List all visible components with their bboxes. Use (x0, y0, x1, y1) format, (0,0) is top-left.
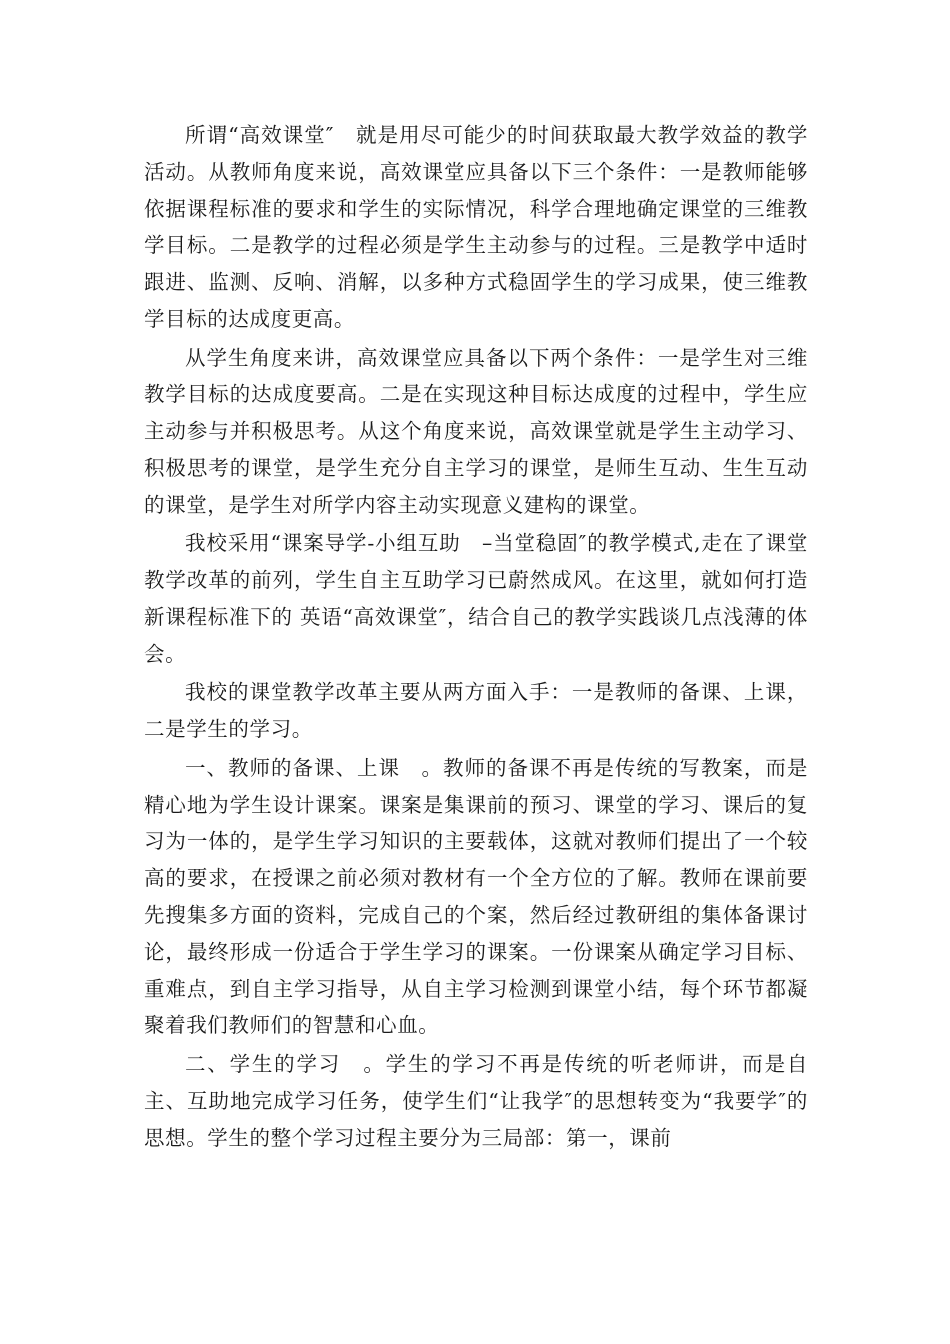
paragraph-1: 所谓“高效课堂″ 就是用尽可能少的时间获取最大教学效益的教学活动。从教师角度来说，高效课堂应具备以下三个条件：一是教师能够依据课程标准的要求和学生的实际情况，科学合理地确定课堂的三维教学目标。二是教学的过程必须是学生主动参与的过程。三是教学中适时跟进、监测、反响、消解，以多种方式稳固学生的学习成果，使三维教学目标的达成度更高。 (144, 123, 808, 331)
paragraph-4: 我校的课堂教学改革主要从两方面入手：一是教师的备课、上课，二是学生的学习。 (144, 680, 808, 742)
document-body (144, 117, 808, 1158)
paragraph-6: 二、学生的学习 。学生的学习不再是传统的听老师讲，而是自主、互助地完成学习任务，使学生们“让我学″的思想转变为“我要学″的思想。学生的整个学习过程主要分为三局部：第一，课前 (144, 1051, 808, 1150)
paragraph-5: 一、教师的备课、上课 。教师的备课不再是传统的写教案，而是精心地为学生设计课案。课案是集课前的预习、课堂的学习、课后的复习为一体的，是学生学习知识的主要载体，这就对教师们提出了一个较高的要求，在授课之前必须对教材有一个全方位的了解。教师在课前要先搜集多方面的资料，完成自己的个案，然后经过教研组的集体备课讨论，最终形成一份适合于学生学习的课案。一份课案从确定学习目标、重难点，到自主学习指导，从自主学习检测到课堂小结，每个环节都凝聚着我们教师们的智慧和心血。 (144, 755, 808, 1038)
paragraph-2: 从学生角度来讲，高效课堂应具备以下两个条件：一是学生对三维教学目标的达成度要高。二是在实现这种目标达成度的过程中，学生应主动参与并积极思考。从这个角度来说，高效课堂就是学生主动学习、积极思考的课堂，是学生充分自主学习的课堂，是师生互动、生生互动的课堂，是学生对所学内容主动实现意义建构的课堂。 (144, 345, 808, 517)
paragraph-3: 我校采用“课案导学-小组互助 –当堂稳固″的教学模式,走在了课堂教学改革的前列，学生自主互助学习已蔚然成风。在这里，就如何打造新课程标准下的 英语“高效课堂″，结合自己的教学实践谈几点浅薄的体会。 (144, 531, 808, 666)
